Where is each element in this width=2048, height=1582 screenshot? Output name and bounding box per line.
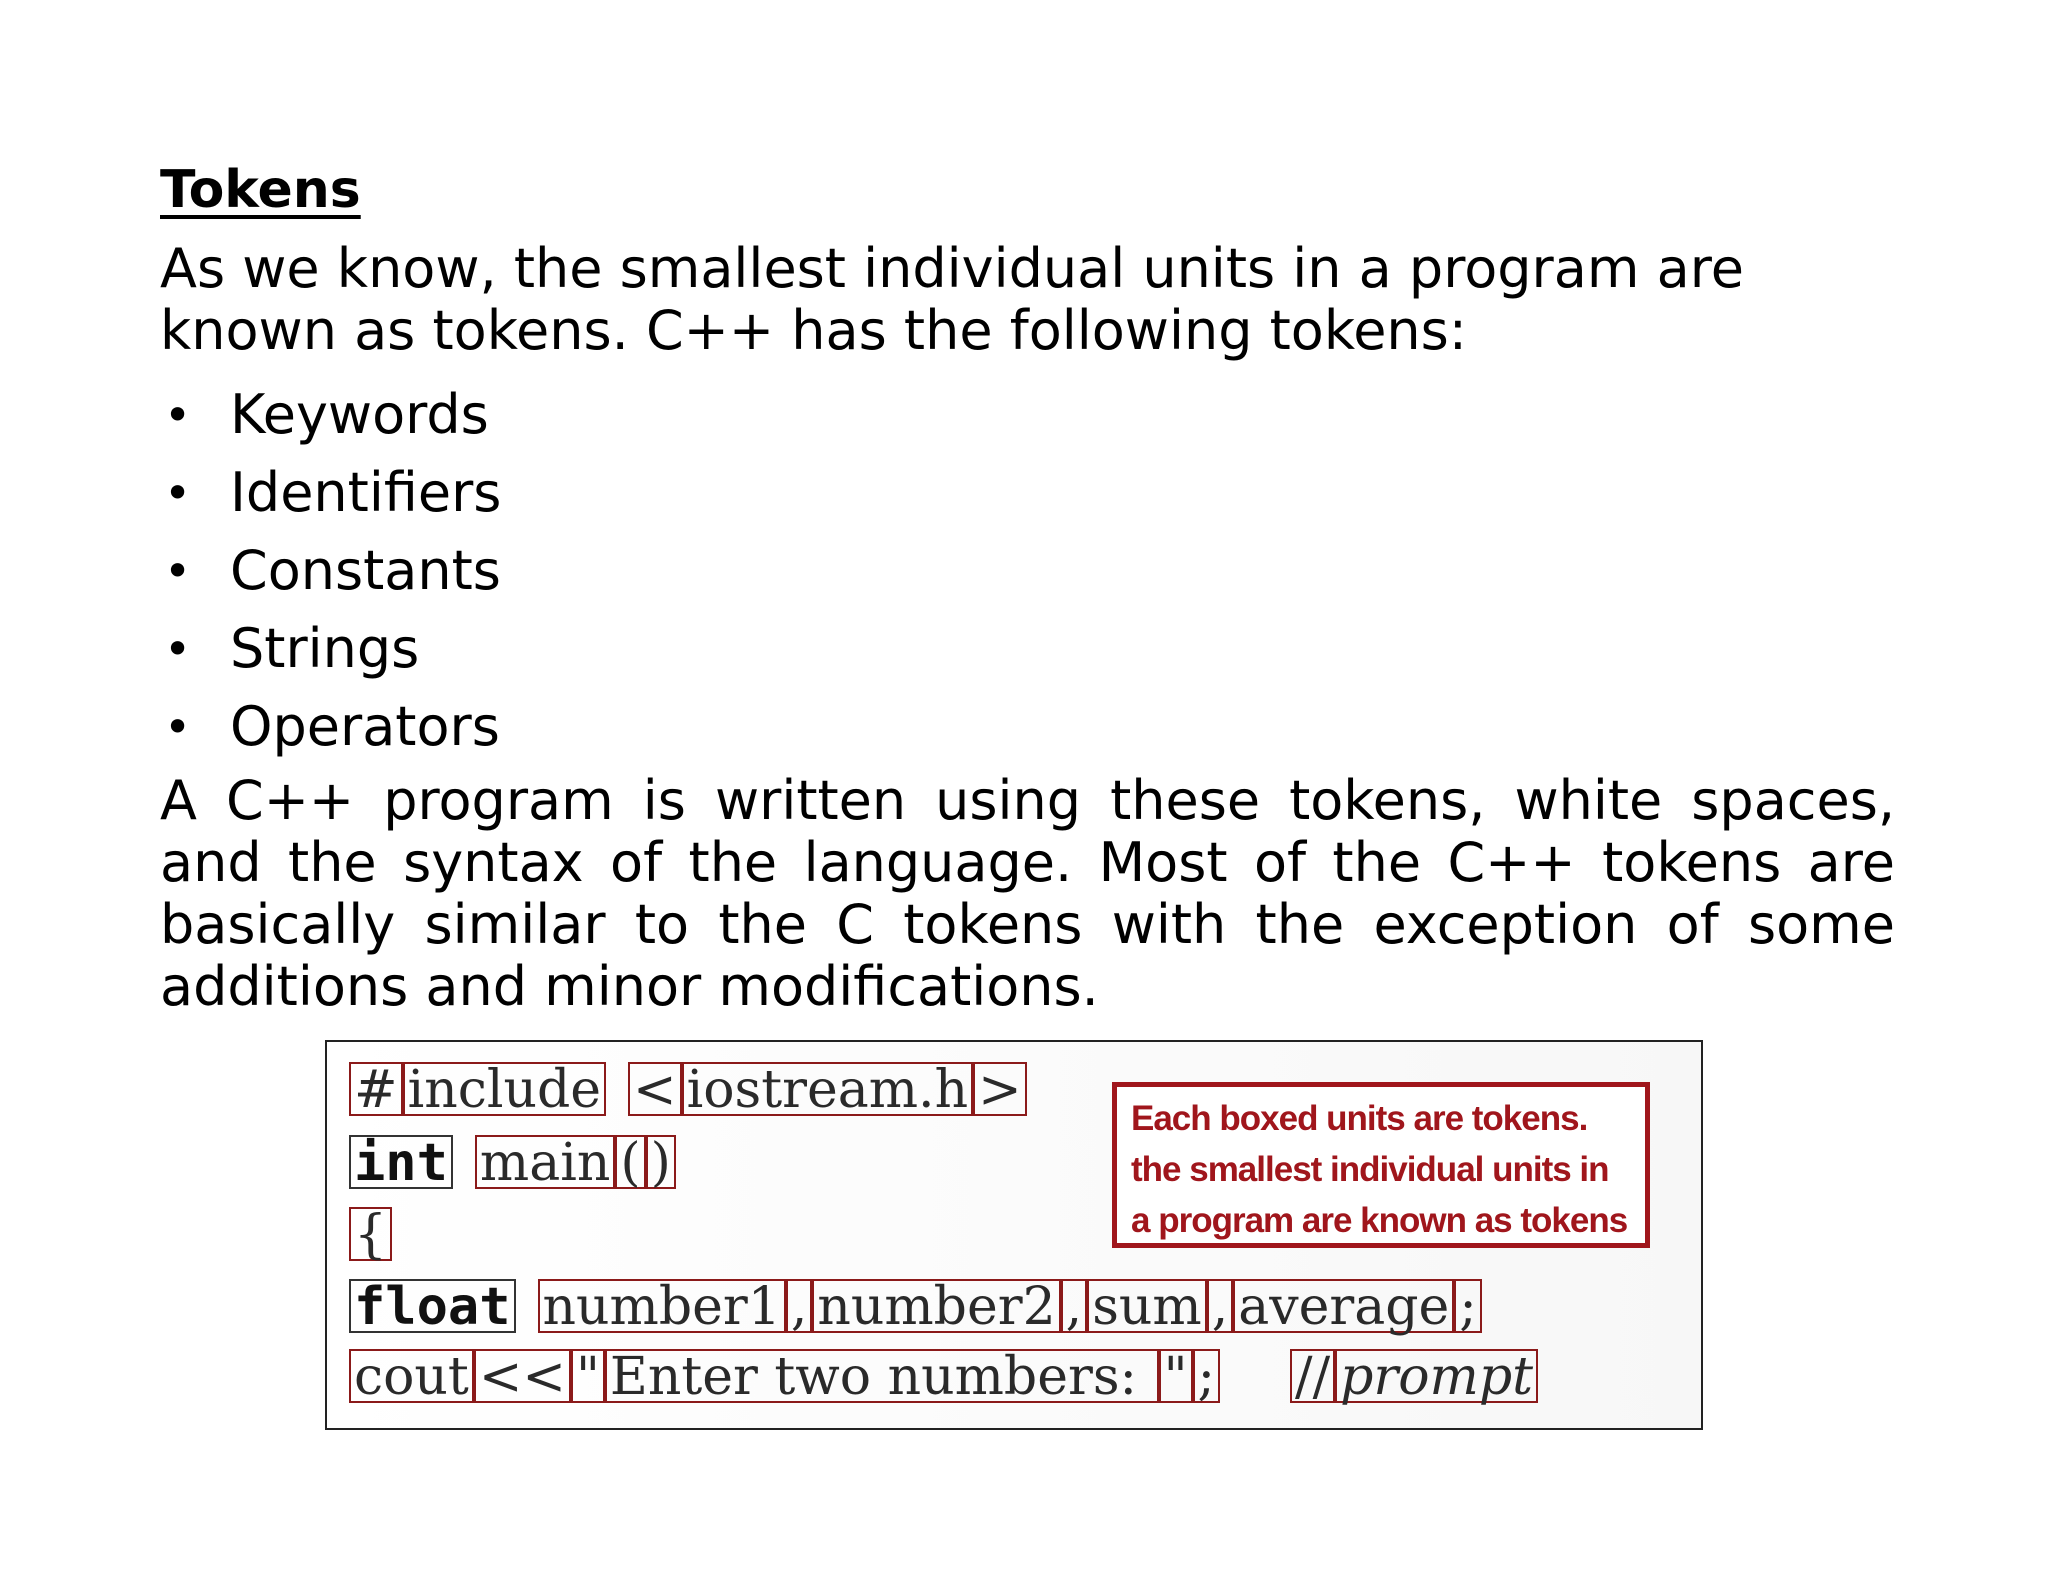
token-main: main bbox=[475, 1135, 615, 1189]
list-item bbox=[160, 454, 501, 532]
token-string-literal: Enter two numbers: bbox=[605, 1349, 1159, 1403]
list-item bbox=[160, 532, 501, 610]
token-semicolon: ; bbox=[1193, 1349, 1221, 1403]
token-semicolon: ; bbox=[1454, 1279, 1482, 1333]
list-item-label: Operators bbox=[230, 695, 500, 758]
list-item bbox=[160, 376, 501, 454]
token-comma: , bbox=[786, 1279, 813, 1333]
token-cout: cout bbox=[349, 1349, 474, 1403]
bullet-icon: • bbox=[164, 700, 192, 754]
code-line-main bbox=[349, 1133, 676, 1193]
token-hash: # bbox=[349, 1062, 403, 1116]
code-line-float bbox=[349, 1277, 1482, 1337]
token-sum: sum bbox=[1087, 1279, 1206, 1333]
code-token-figure bbox=[325, 1040, 1703, 1430]
list-item-label: Constants bbox=[230, 539, 501, 602]
list-item-label: Identifiers bbox=[230, 461, 502, 524]
token-comma: , bbox=[1207, 1279, 1234, 1333]
token-open-quote: " bbox=[571, 1349, 605, 1403]
list-item bbox=[160, 688, 501, 766]
token-type-list bbox=[160, 376, 501, 766]
token-insert-operator: << bbox=[474, 1349, 571, 1403]
token-number1: number1 bbox=[538, 1279, 786, 1333]
list-item-label: Keywords bbox=[230, 383, 489, 446]
token-int: int bbox=[349, 1135, 453, 1189]
code-line-brace bbox=[349, 1205, 392, 1265]
token-close-quote: " bbox=[1159, 1349, 1193, 1403]
closing-paragraph: A C++ program is written using these tokens, white spaces, and the syntax of the language. Most of the C++ tokens are basically similar to the C tokens with the exception of some additions and minor modifications. bbox=[160, 769, 1895, 1018]
token-number2: number2 bbox=[812, 1279, 1060, 1333]
page-title: Tokens bbox=[160, 160, 361, 220]
intro-paragraph: As we know, the smallest individual units in a program are known as tokens. C++ has the following tokens: bbox=[160, 237, 1744, 362]
token-iostream: iostream.h bbox=[682, 1062, 973, 1116]
token-float: float bbox=[349, 1279, 516, 1333]
list-item bbox=[160, 610, 501, 688]
list-item-label: Strings bbox=[230, 617, 420, 680]
bullet-icon: • bbox=[164, 388, 192, 442]
bullet-icon: • bbox=[164, 622, 192, 676]
code-line-cout bbox=[349, 1347, 1538, 1407]
token-lt: < bbox=[628, 1062, 682, 1116]
token-comment-marker: // bbox=[1290, 1349, 1335, 1403]
bullet-icon: • bbox=[164, 544, 192, 598]
token-gt: > bbox=[973, 1062, 1027, 1116]
token-close-paren: ) bbox=[646, 1135, 676, 1189]
token-include: include bbox=[403, 1062, 606, 1116]
code-line-include bbox=[349, 1060, 1027, 1120]
token-callout: Each boxed units are tokens. the smallest individual units in a program are known as tokens bbox=[1112, 1082, 1650, 1248]
token-comment-text: prompt bbox=[1335, 1349, 1538, 1403]
token-open-paren: ( bbox=[615, 1135, 645, 1189]
token-open-brace: { bbox=[349, 1207, 392, 1261]
bullet-icon: • bbox=[164, 466, 192, 520]
token-average: average bbox=[1233, 1279, 1454, 1333]
token-comma: , bbox=[1061, 1279, 1088, 1333]
